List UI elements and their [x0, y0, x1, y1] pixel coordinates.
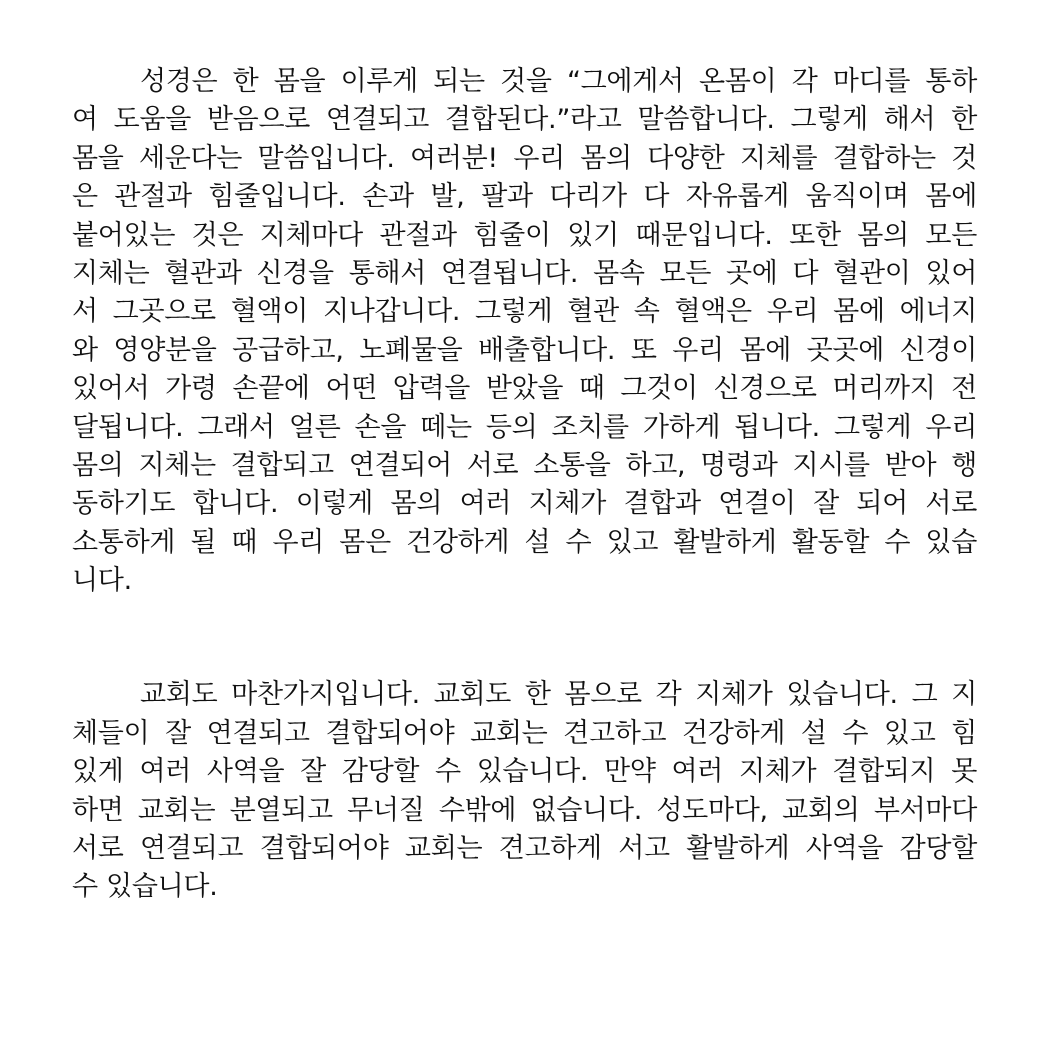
document-page: [72, 63, 977, 907]
text-line: 교회도 마찬가지입니다. 교회도 한 몸으로 각 지체가 있습니다. 그 지: [140, 679, 977, 711]
text-line: 몸의 지체는 결합되고 연결되어 서로 소통을 하고, 명령과 지시를 받아 행: [72, 449, 977, 481]
paragraph-spacer: [72, 600, 977, 676]
text-line: 몸을 세운다는 말씀입니다. 여러분! 우리 몸의 다양한 지체를 결합하는 것: [72, 142, 977, 174]
text-line: 은 관절과 힘줄입니다. 손과 발, 팔과 다리가 다 자유롭게 움직이며 몸에: [72, 181, 977, 213]
text-line: 여 도움을 받음으로 연결되고 결합된다.”라고 말씀합니다. 그렇게 해서 한: [72, 104, 977, 136]
paragraph-body-1: [72, 63, 977, 600]
paragraph-body-2: [72, 676, 977, 906]
text-line: 니다.: [72, 565, 132, 597]
text-line: 와 영양분을 공급하고, 노폐물을 배출합니다. 또 우리 몸에 곳곳에 신경이: [72, 334, 977, 366]
text-line: 붙어있는 것은 지체마다 관절과 힘줄이 있기 때문입니다. 또한 몸의 모든: [72, 219, 977, 251]
text-line: 있어서 가령 손끝에 어떤 압력을 받았을 때 그것이 신경으로 머리까지 전: [72, 373, 977, 405]
text-line: 동하기도 합니다. 이렇게 몸의 여러 지체가 결합과 연결이 잘 되어 서로: [72, 488, 977, 520]
text-line: 성경은 한 몸을 이루게 되는 것을 “그에게서 온몸이 각 마디를 통하: [140, 66, 977, 97]
text-line: 서 그곳으로 혈액이 지나갑니다. 그렇게 혈관 속 혈액은 우리 몸에 에너지: [72, 296, 977, 328]
text-line: 서로 연결되고 결합되어야 교회는 견고하게 서고 활발하게 사역을 감당할: [72, 833, 977, 865]
text-line: 소통하게 될 때 우리 몸은 건강하게 설 수 있고 활발하게 활동할 수 있습: [72, 526, 977, 558]
text-line: 지체는 혈관과 신경을 통해서 연결됩니다. 몸속 모든 곳에 다 혈관이 있어: [72, 257, 977, 289]
text-line: 체들이 잘 연결되고 결합되어야 교회는 견고하고 건강하게 설 수 있고 힘: [72, 717, 977, 749]
text-line: 하면 교회는 분열되고 무너질 수밖에 없습니다. 성도마다, 교회의 부서마다: [72, 794, 977, 826]
text-line: 수 있습니다.: [72, 871, 218, 903]
text-line: 달됩니다. 그래서 얼른 손을 떼는 등의 조치를 가하게 됩니다. 그렇게 우리: [72, 411, 977, 443]
text-line: 있게 여러 사역을 잘 감당할 수 있습니다. 만약 여러 지체가 결합되지 못: [72, 756, 977, 788]
